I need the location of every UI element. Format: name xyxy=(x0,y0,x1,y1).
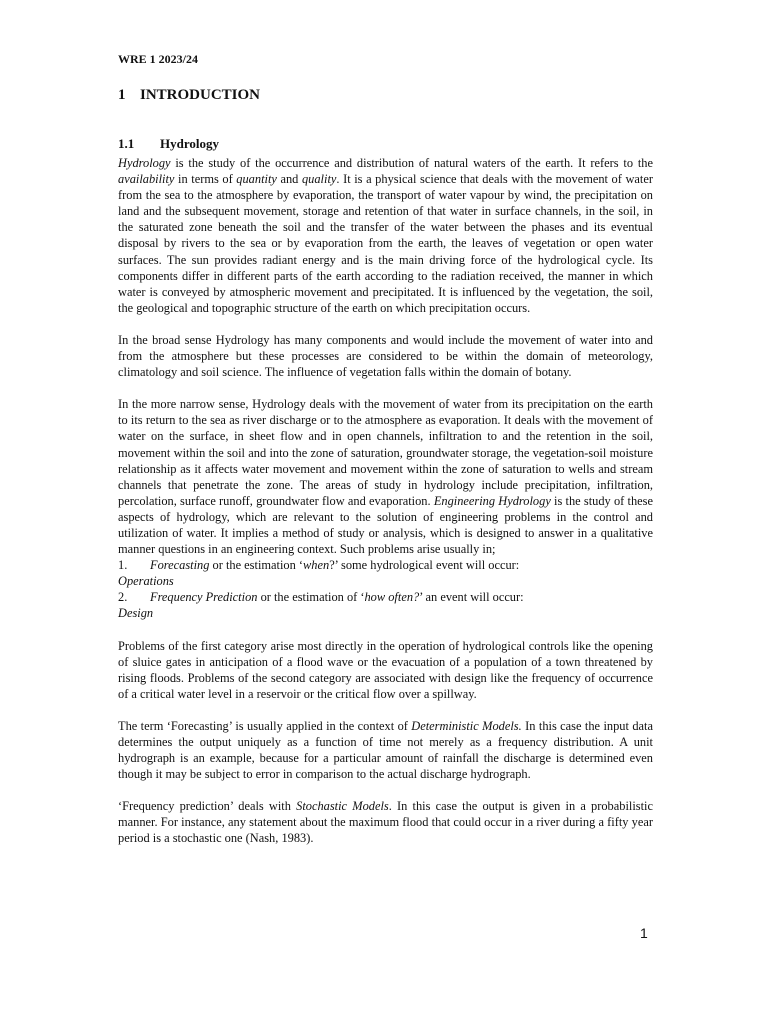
page-number: 1 xyxy=(640,925,648,941)
text-run: ?’ some hydrological event will occur: xyxy=(329,558,520,573)
text-run: In this case the input data determines the output uniquely as a function of time not merely as a frequency distribution. A unit hydrograph is an example, because for a particular amount of rainfall the discharge is determined even though it may be subject to error in comparison to the actual discharge hydrograph. xyxy=(118,718,653,782)
text-run: or the estimation ‘ xyxy=(209,558,304,573)
list-label: Design xyxy=(118,606,154,621)
text-run: is the study of the occurrence and distribution of natural waters of the earth. It refers to the xyxy=(170,156,653,170)
list-term: Frequency Prediction xyxy=(150,590,258,605)
list-label-line xyxy=(118,605,653,621)
term-hydrology: Hydrology xyxy=(118,156,171,170)
text-run: in terms of xyxy=(174,172,237,187)
list-label: Operations xyxy=(118,574,174,589)
text-run: The term ‘Forecasting’ is usually applied in the context of xyxy=(118,718,412,733)
section-heading xyxy=(118,136,219,152)
list-item xyxy=(118,589,653,621)
list-number: 2. xyxy=(118,590,128,605)
term-deterministic-models: Deterministic Models. xyxy=(411,718,522,733)
list-label-line xyxy=(118,573,653,589)
chapter-title: INTRODUCTION xyxy=(140,87,261,103)
text-run: . In this case the output is given in a probabilistic manner. For instance, any statement about the maximum flood that could occur in a river during a fifty year period is a stochastic one (Nash, 1983). xyxy=(118,799,653,846)
list-number: 1. xyxy=(118,558,128,573)
term-quality: quality xyxy=(301,172,337,187)
paragraph-2: In the broad sense Hydrology has many components and would include the movement of water into and from the atmosphere but these processes are considered to be within the domain of meteorology, climatology and soil science. The influence of vegetation falls within the domain of botany. xyxy=(118,332,653,380)
text-run: and xyxy=(276,172,302,187)
term-stochastic-models: Stochastic Models xyxy=(296,799,389,814)
list-item xyxy=(118,557,653,589)
section-title: Hydrology xyxy=(160,136,219,151)
text-run: is the study of these aspects of hydrology, which are relevant to the solution of engineering problems in the control and utilization of water. It implies a method of study or analysis, which is designed to answer in a qualitative manner questions in an engineering context. Such problems arise usually in; xyxy=(118,493,653,557)
paragraph-5 xyxy=(118,718,653,782)
term-quantity: quantity xyxy=(236,172,277,187)
paragraph-3 xyxy=(118,396,653,557)
paragraph-1 xyxy=(118,155,653,316)
course-header: WRE 1 2023/24 xyxy=(118,52,199,66)
chapter-number: 1 xyxy=(118,87,126,103)
text-run: ’ an event will occur: xyxy=(419,590,524,605)
list-question: when xyxy=(303,558,330,573)
section-number: 1.1 xyxy=(118,136,135,151)
body-text xyxy=(118,155,653,847)
paragraph-6 xyxy=(118,798,653,846)
term-engineering-hydrology: Engineering Hydrology xyxy=(433,493,551,508)
list-term: Forecasting xyxy=(150,558,210,573)
list-line xyxy=(118,557,653,573)
list-question: how often? xyxy=(364,590,420,605)
text-run: ‘Frequency prediction’ deals with xyxy=(118,799,297,814)
text-run: or the estimation of ‘ xyxy=(257,590,365,605)
term-availability: availability xyxy=(118,172,175,187)
paragraph-4: Problems of the first category arise most directly in the operation of hydrological controls like the opening of sluice gates in anticipation of a flood wave or the evacuation of a population of a town threatened by rising floods. Problems of the second category are associated with design like the frequency of occurrence of a critical water level in a reservoir or the critical flow over a spillway. xyxy=(118,638,653,701)
text-run: . It is a physical science that deals with the movement of water from the sea to the atmosphere by evaporation, the transport of water vapour by wind, the precipitation on land and the subsequent movement, storage and retention of that water in surface channels, in the soil, in the saturated zone beneath the soil and the transfer of the water between the phases and its eventual disposal by rivers to the sea or by evaporation from the earth, the leaves of vegetation or open water surfaces. The sun provides radiant energy and is the main driving force of the hydrological cycle. Its components differ in different parts of the earth according to the radiation received, the manner in which water is conveyed by atmospheric movement and precipitated. It is influenced by the vegetation, the soil, the geological and topographic structure of the earth on which precipitation occurs. xyxy=(118,172,653,315)
text-run: In the more narrow sense, Hydrology deals with the movement of water from its precipitation on the earth to its return to the sea as river discharge or to the atmosphere as evaporation. It deals with the movement of water on the surface, in sheet flow and in open channels, infiltration to and the retention in the soil, movement within the soil and into the zone of saturation, groundwater storage, the vegetation-soil moisture relationship as it affects water movement and movement within the zone of saturation to wells and stream channels that penetrate the zone. The areas of study in hydrology include precipitation, infiltration, percolation, surface runoff, groundwater flow and evaporation. xyxy=(118,397,653,508)
list-line xyxy=(118,589,653,605)
chapter-heading xyxy=(118,87,260,104)
